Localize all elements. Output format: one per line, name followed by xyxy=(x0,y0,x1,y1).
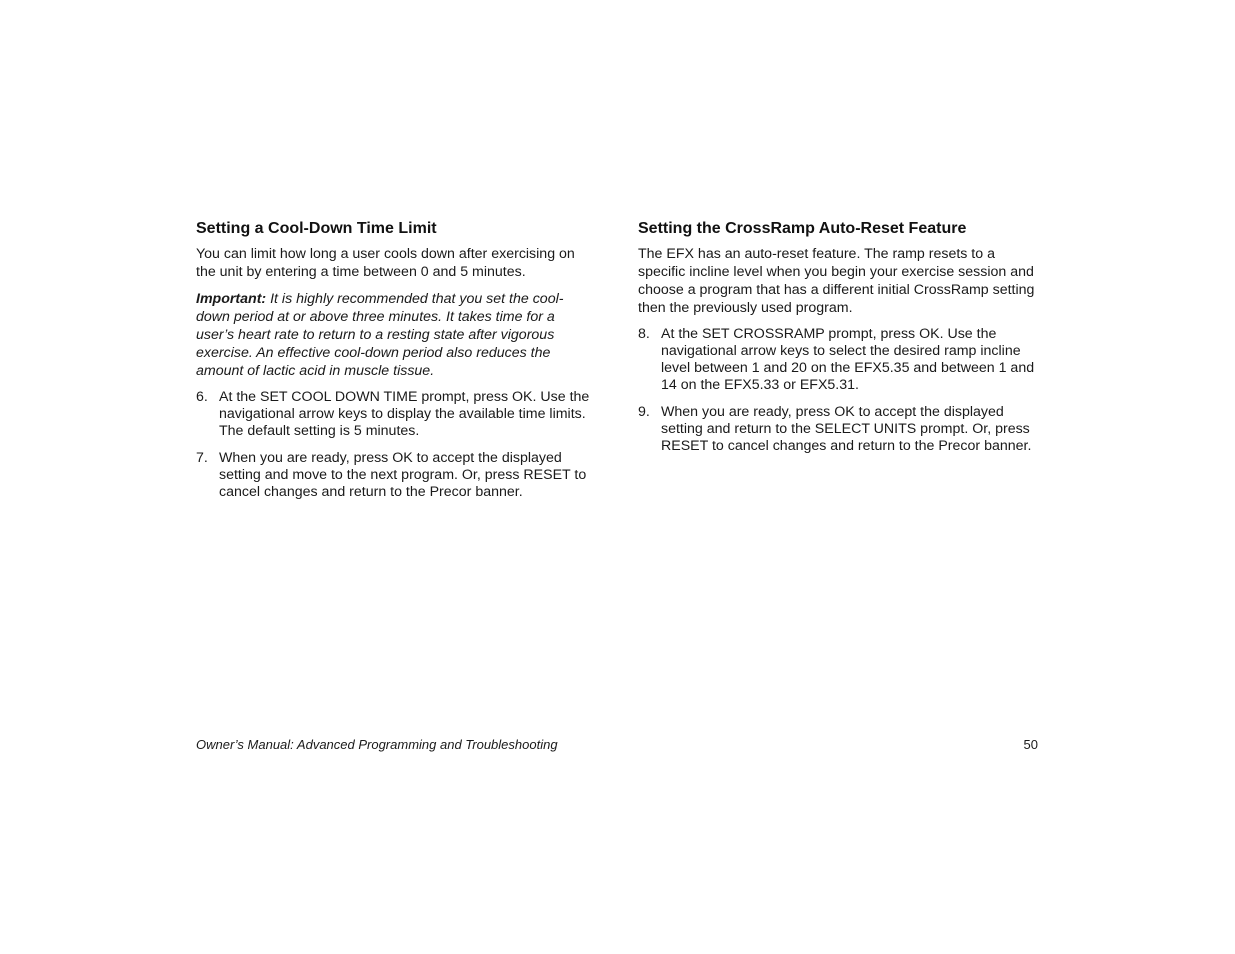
list-item xyxy=(196,389,596,440)
step-number: 8. xyxy=(638,326,650,342)
step-number: 7. xyxy=(196,450,208,466)
left-column xyxy=(196,219,596,511)
step-text: When you are ready, press OK to accept the displayed setting and move to the next program. Or, press RESET to cancel changes and return to the Precor banner. xyxy=(219,450,587,500)
step-number: 6. xyxy=(196,389,208,405)
cool-down-intro: You can limit how long a user cools down after exercising on the unit by entering a time between 0 and 5 minutes. xyxy=(196,246,575,280)
important-note xyxy=(196,290,596,380)
section-heading-crossramp: Setting the CrossRamp Auto-Reset Feature xyxy=(638,220,967,237)
important-text: It is highly recommended that you set the cool-down period at or above three minutes. It takes time for a user’s heart rate to return to a resting state after vigorous exercise. An effective cool-down period also reduces the amount of lactic acid in muscle tissue. xyxy=(196,291,564,379)
list-item xyxy=(638,326,1038,394)
right-column xyxy=(638,219,1038,465)
page-number: 50 xyxy=(1023,737,1038,752)
step-number: 9. xyxy=(638,404,650,420)
footer-manual-title: Owner’s Manual: Advanced Programming and Troubleshooting xyxy=(196,737,558,752)
step-text: When you are ready, press OK to accept the displayed setting and return to the SELECT UNITS prompt. Or, press RESET to cancel changes and return to the Precor banner. xyxy=(661,404,1032,454)
section-heading-cool-down: Setting a Cool-Down Time Limit xyxy=(196,220,437,237)
list-item xyxy=(638,404,1038,455)
important-label: Important: xyxy=(196,291,267,307)
crossramp-intro: The EFX has an auto-reset feature. The ramp resets to a specific incline level when you begin your exercise session and choose a program that has a different initial CrossRamp setting then the previously used program. xyxy=(638,246,1035,316)
list-item xyxy=(196,450,596,501)
step-text: At the SET COOL DOWN TIME prompt, press OK. Use the navigational arrow keys to display the available time limits. The default setting is 5 minutes. xyxy=(219,389,590,439)
crossramp-steps xyxy=(638,326,1038,455)
step-text: At the SET CROSSRAMP prompt, press OK. Use the navigational arrow keys to select the desired ramp incline level between 1 and 20 on the EFX5.35 and between 1 and 14 on the EFX5.33 or EFX5.31. xyxy=(661,326,1035,393)
cool-down-steps xyxy=(196,389,596,501)
